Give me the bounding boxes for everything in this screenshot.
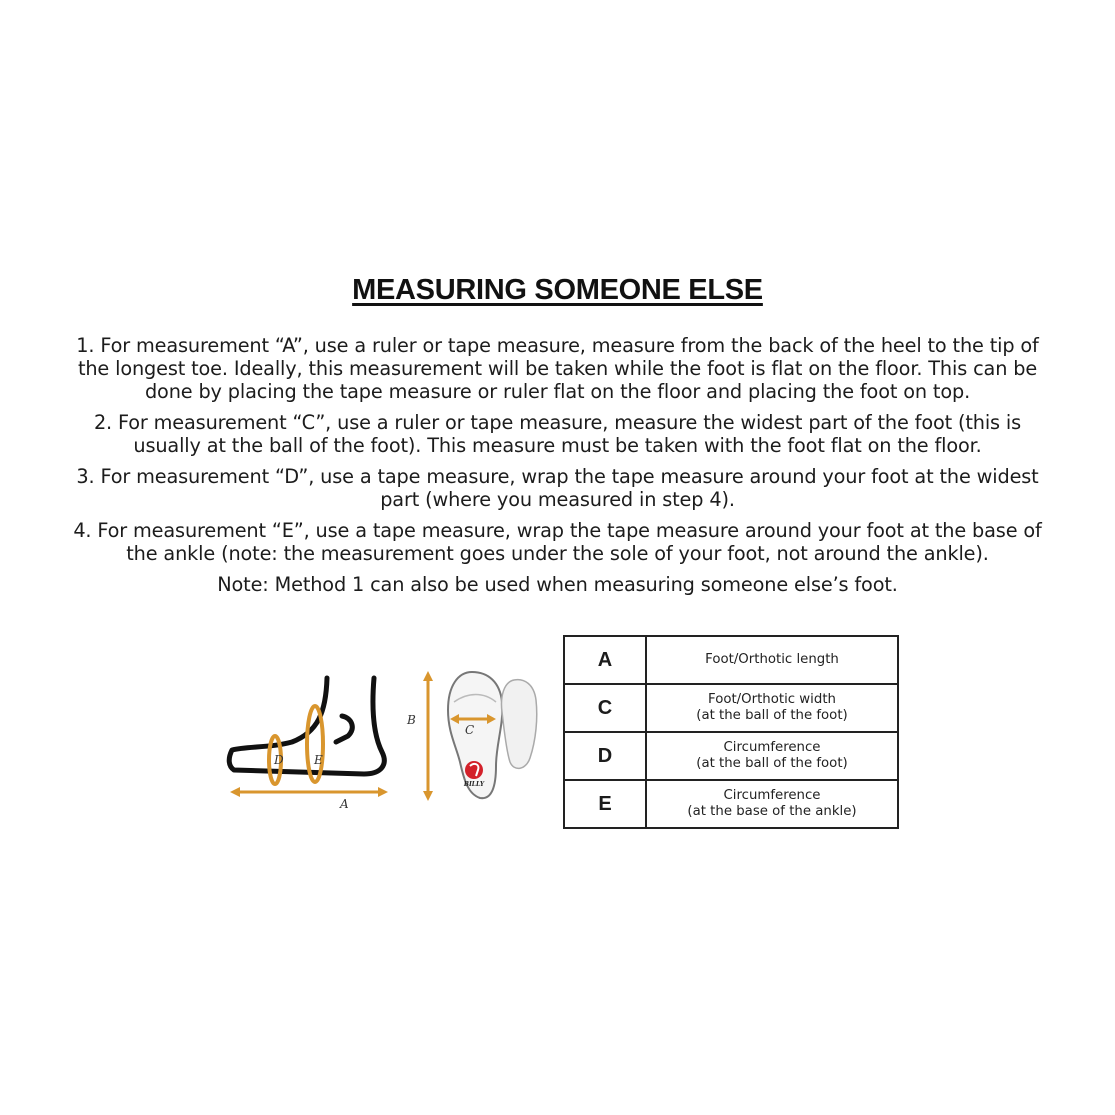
measure-line2: (at the ball of the foot) bbox=[696, 756, 848, 771]
table-row bbox=[564, 684, 898, 732]
measure-description bbox=[646, 732, 898, 780]
brand-text: BILLY bbox=[463, 781, 485, 788]
measure-description bbox=[646, 684, 898, 732]
page-title bbox=[0, 274, 1115, 307]
step-1: 1. For measurement “A”, use a ruler or tape measure, measure from the back of the heel to the tip of the longest toe. Ideally, this measurement will be taken while the foot is flat on the floor. This can be done by placing the tape measure or ruler flat on the floor and placing the foot on top. bbox=[76, 334, 1039, 403]
measure-letter: C bbox=[564, 684, 646, 732]
measurement-table bbox=[563, 635, 899, 829]
table-row bbox=[564, 780, 898, 828]
label-d: D bbox=[274, 753, 284, 767]
measure-line2: (at the ball of the foot) bbox=[696, 708, 848, 723]
table-row bbox=[564, 636, 898, 684]
step-4: 4. For measurement “E”, use a tape measure, wrap the tape measure around your foot at the base of the ankle (note: the measurement goes under the sole of your foot, not around the ankle). bbox=[73, 519, 1042, 565]
page-title-text: MEASURING SOMEONE ELSE bbox=[352, 274, 763, 306]
measure-line2: (at the base of the ankle) bbox=[687, 804, 857, 819]
insole-top-view bbox=[448, 672, 537, 798]
table-row bbox=[564, 732, 898, 780]
note: Note: Method 1 can also be used when measuring someone else’s foot. bbox=[217, 573, 898, 596]
measure-letter: A bbox=[564, 636, 646, 684]
measure-line1: Circumference bbox=[723, 788, 821, 803]
label-e: E bbox=[314, 753, 323, 767]
label-a: A bbox=[340, 797, 349, 811]
instructions bbox=[62, 334, 1053, 604]
length-arrow-b bbox=[423, 671, 433, 801]
measure-line1: Foot/Orthotic width bbox=[708, 692, 836, 707]
label-b: B bbox=[407, 713, 416, 727]
measure-description bbox=[646, 636, 898, 684]
measure-line1: Circumference bbox=[723, 740, 821, 755]
step-2: 2. For measurement “C”, use a ruler or tape measure, measure the widest part of the foot (this is usually at the ball of the foot). This measure must be taken with the foot flat on the floor. bbox=[93, 411, 1022, 457]
measure-letter: D bbox=[564, 732, 646, 780]
measure-line1: Foot/Orthotic length bbox=[705, 652, 839, 667]
label-c: C bbox=[465, 723, 475, 737]
measure-description bbox=[646, 780, 898, 828]
foot-measurement-diagram bbox=[222, 662, 542, 814]
measure-letter: E bbox=[564, 780, 646, 828]
length-arrow-a bbox=[230, 787, 388, 797]
step-3: 3. For measurement “D”, use a tape measure, wrap the tape measure around your foot at the widest part (where you measured in step 4). bbox=[76, 465, 1039, 511]
